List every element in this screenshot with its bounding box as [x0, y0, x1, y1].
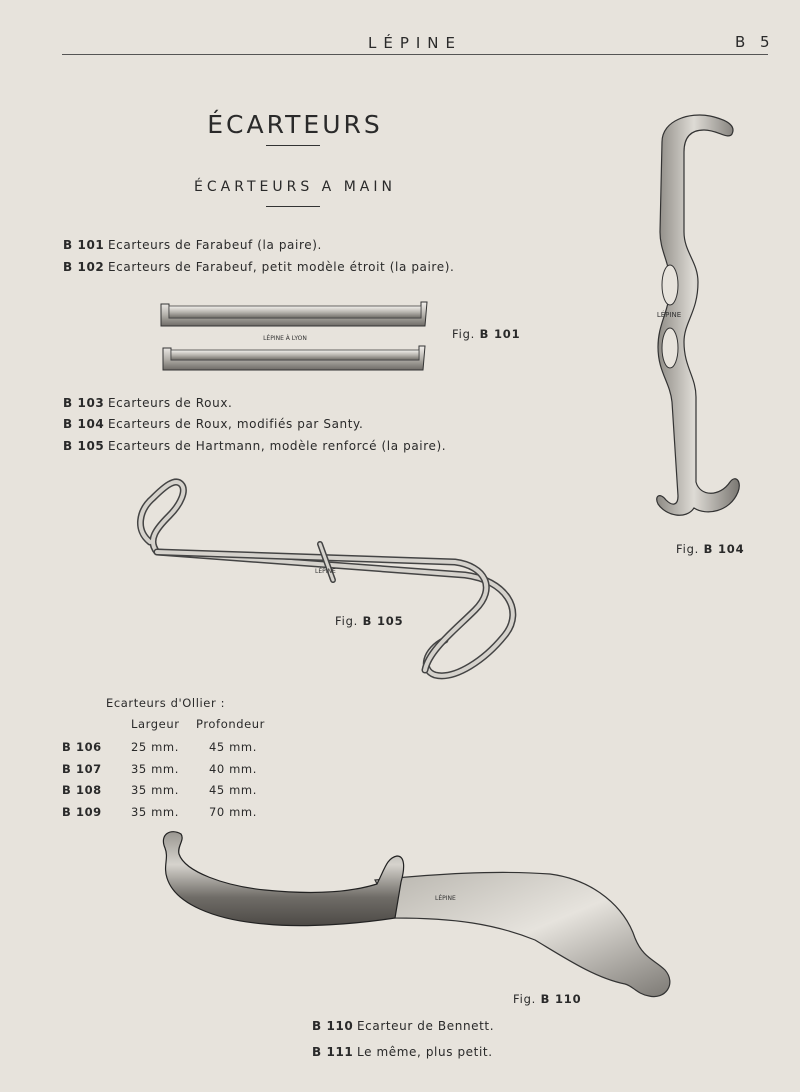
item-code: B 107	[62, 762, 102, 776]
item-text: Ecarteur de Bennett.	[357, 1019, 495, 1033]
table-row	[62, 740, 107, 754]
fig-code: B 104	[703, 542, 745, 556]
header-brand: LÉPINE	[367, 34, 462, 52]
farabeuf-retractors-illustration	[155, 296, 435, 378]
column-header-width: Largeur	[131, 717, 180, 731]
item-code: B 103	[63, 396, 105, 410]
item-text: Ecarteurs de Farabeuf (la paire).	[108, 238, 322, 252]
item-text: Ecarteurs de Roux.	[108, 396, 233, 410]
table-row	[62, 805, 107, 819]
subtitle-rule	[266, 206, 320, 207]
fig-prefix: Fig.	[676, 542, 700, 556]
engraving-text: LÉPINE	[656, 311, 682, 319]
page-title: ÉCARTEURS	[207, 110, 383, 139]
catalog-item	[312, 1045, 493, 1059]
engraving-text: LÉPINE À LYON	[263, 335, 307, 342]
item-code: B 109	[62, 805, 102, 819]
row-depth: 45 mm.	[209, 740, 257, 754]
column-header-depth: Profondeur	[196, 717, 266, 731]
item-code: B 108	[62, 783, 102, 797]
fig-prefix: Fig.	[452, 327, 476, 341]
fig-prefix: Fig.	[335, 614, 359, 628]
figure-caption-b101	[452, 327, 520, 341]
catalog-item	[63, 396, 232, 410]
row-width: 35 mm.	[131, 805, 179, 819]
section-subtitle: ÉCARTEURS A MAIN	[194, 179, 396, 195]
catalog-item	[63, 238, 322, 252]
catalog-item	[63, 417, 363, 431]
header-rule	[62, 54, 768, 55]
catalog-item	[63, 260, 454, 274]
row-width: 25 mm.	[131, 740, 179, 754]
fig-code: B 110	[540, 992, 582, 1006]
row-width: 35 mm.	[131, 783, 179, 797]
fig-code: B 101	[479, 327, 521, 341]
catalog-item	[63, 439, 446, 453]
fig-prefix: Fig.	[513, 992, 537, 1006]
catalog-item	[312, 1019, 494, 1033]
item-code: B 110	[312, 1019, 354, 1033]
row-depth: 70 mm.	[209, 805, 257, 819]
item-text: Ecarteurs de Farabeuf, petit modèle étroit (la paire).	[108, 260, 455, 274]
row-depth: 40 mm.	[209, 762, 257, 776]
item-code: B 101	[63, 238, 105, 252]
engraving-text: LÉPINE	[435, 895, 456, 902]
item-text: Ecarteurs de Hartmann, modèle renforcé (la paire).	[108, 439, 447, 453]
ollier-heading: Ecarteurs d'Ollier :	[106, 696, 226, 710]
row-width: 35 mm.	[131, 762, 179, 776]
table-row	[62, 762, 107, 776]
hartmann-retractor-illustration	[125, 470, 525, 695]
engraving-text: LÉPINE	[315, 568, 336, 575]
page-number: B 5	[735, 33, 775, 51]
figure-caption-b110	[513, 992, 581, 1006]
item-code: B 105	[63, 439, 105, 453]
figure-caption-b105	[335, 614, 403, 628]
item-code: B 111	[312, 1045, 354, 1059]
bennett-retractor-illustration	[155, 828, 675, 1008]
row-depth: 45 mm.	[209, 783, 257, 797]
item-code: B 102	[63, 260, 105, 274]
item-text: Le même, plus petit.	[357, 1045, 493, 1059]
figure-caption-b104	[676, 542, 744, 556]
fig-code: B 105	[362, 614, 404, 628]
table-row	[62, 783, 107, 797]
roux-retractor-illustration	[640, 112, 760, 527]
item-text: Ecarteurs de Roux, modifiés par Santy.	[108, 417, 364, 431]
item-code: B 106	[62, 740, 102, 754]
title-rule	[266, 145, 320, 146]
item-code: B 104	[63, 417, 105, 431]
